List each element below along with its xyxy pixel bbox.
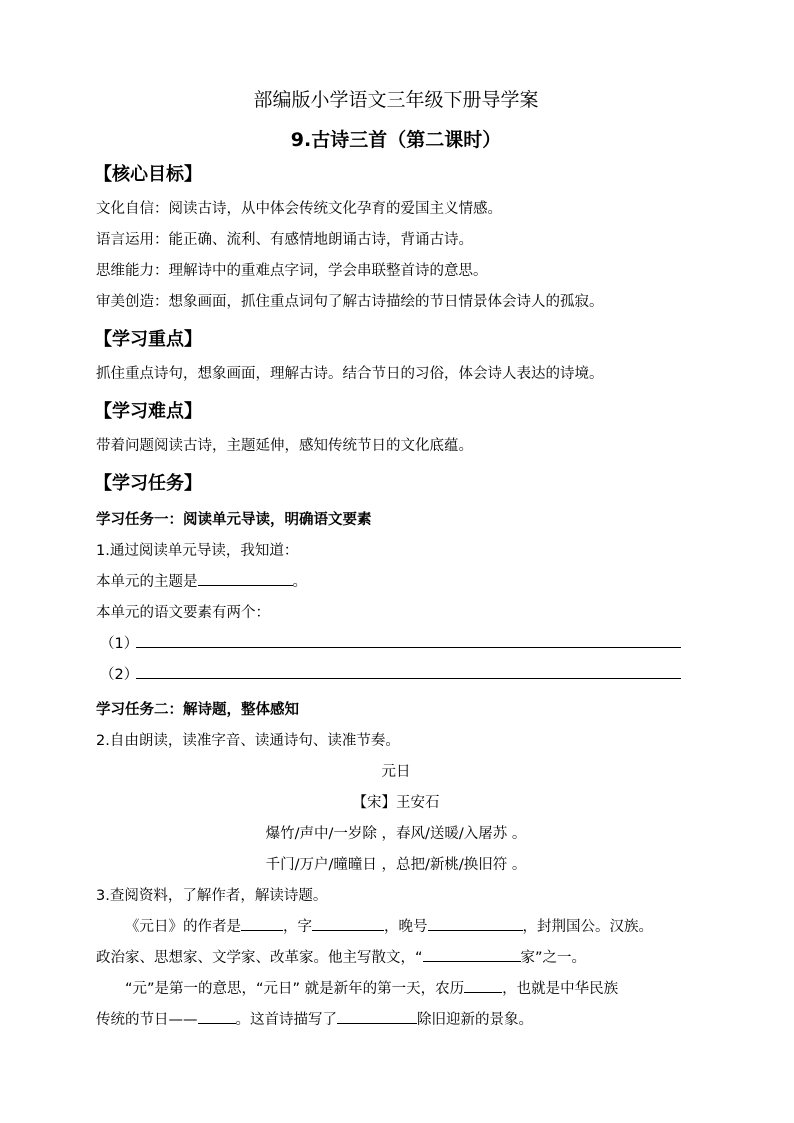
author-info-line-1 bbox=[96, 912, 696, 943]
question-one: 1.通过阅读单元导读，我知道： bbox=[96, 543, 299, 559]
author-text-c: ，晚号 bbox=[384, 919, 428, 935]
unit-theme-line bbox=[96, 567, 696, 598]
task-one-title: 学习任务一：阅读单元导读，明确语文要素 bbox=[96, 512, 372, 528]
lunar-date-blank[interactable] bbox=[464, 977, 502, 993]
meaning-text-e: 除旧迎新的景象。 bbox=[417, 1012, 533, 1028]
question-two: 2.自由朗读，读准字音、读通诗句、读准节奏。 bbox=[96, 733, 400, 749]
difficulties-text: 带着问题阅读古诗，主题延伸，感知传统节日的文化底蕴。 bbox=[96, 438, 473, 454]
meaning-text-d: 。这首诗描写了 bbox=[235, 1012, 337, 1028]
requirement-blank-2[interactable] bbox=[136, 662, 681, 679]
requirement-label-1: （1） bbox=[100, 636, 139, 652]
requirement-row-2 bbox=[96, 660, 696, 691]
goal-cultural-confidence: 文化自信：阅读古诗，从中体会传统文化孕育的爱国主义情感。 bbox=[96, 201, 502, 217]
key-points-text: 抓住重点诗句，想象画面，理解古诗。结合节日的习俗，体会诗人表达的诗境。 bbox=[96, 366, 604, 382]
unit-theme-suffix: 。 bbox=[292, 574, 307, 590]
poem-title: 元日 bbox=[381, 764, 411, 780]
requirement-row-1 bbox=[96, 629, 696, 660]
key-points-heading: 【学习重点】 bbox=[94, 329, 202, 350]
worksheet-page bbox=[96, 80, 696, 1036]
poem-line-2: 千门/万户/曈曈日 ，总把/新桃/换旧符 。 bbox=[265, 857, 527, 873]
author-text-b: ，字 bbox=[283, 919, 312, 935]
poem-author: 【宋】王安石 bbox=[352, 795, 440, 811]
meaning-text-b: ，也就是中华民族 bbox=[502, 981, 619, 997]
festival-name-blank[interactable] bbox=[198, 1008, 236, 1024]
unit-theme-prefix: 本单元的主题是 bbox=[96, 574, 198, 590]
scene-blank[interactable] bbox=[337, 1008, 417, 1024]
author-text-d: ，封荆国公。汉族。 bbox=[522, 919, 653, 935]
question-three: 3.查阅资料，了解作者，解读诗题。 bbox=[96, 888, 328, 904]
meaning-text-c: 传统的节日—— bbox=[96, 1012, 198, 1028]
document-title: 部编版小学语文三年级下册导学案 bbox=[253, 89, 539, 111]
goal-language-use: 语言运用：能正确、流利、有感情地朗诵古诗，背诵古诗。 bbox=[96, 232, 473, 248]
author-text-e: 政治家、思想家、文学家、改革家。他主写散文，“ bbox=[96, 950, 423, 966]
meaning-text-a: “元”是第一的意思，“元日” 就是新年的第一天，农历 bbox=[125, 981, 465, 997]
title-meaning-line-1 bbox=[96, 974, 696, 1005]
language-elements-line: 本单元的语文要素有两个： bbox=[96, 605, 270, 621]
poem-line-1: 爆竹/声中/一岁除 ，春风/送暖/入屠苏 。 bbox=[265, 826, 527, 842]
requirement-blank-1[interactable] bbox=[136, 631, 681, 648]
tasks-heading: 【学习任务】 bbox=[94, 473, 202, 494]
courtesy-name-blank[interactable] bbox=[312, 915, 384, 931]
author-name-blank[interactable] bbox=[241, 915, 283, 931]
title-meaning-line-2 bbox=[96, 1005, 696, 1036]
author-text-f: 家”之一。 bbox=[520, 950, 587, 966]
prose-masters-blank[interactable] bbox=[423, 946, 521, 962]
unit-theme-blank[interactable] bbox=[198, 570, 293, 586]
task-two-title: 学习任务二：解诗题，整体感知 bbox=[96, 702, 299, 718]
goal-aesthetic-creation: 审美创造：想象画面，抓住重点词句了解古诗描绘的节日情景体会诗人的孤寂。 bbox=[96, 294, 604, 310]
requirement-label-2: （2） bbox=[100, 667, 139, 683]
author-info-line-2 bbox=[96, 943, 696, 974]
author-text-a: 《元日》的作者是 bbox=[125, 919, 241, 935]
lesson-title: 9.古诗三首（第二课时） bbox=[290, 129, 502, 151]
goal-thinking-ability: 思维能力：理解诗中的重难点字词，学会串联整首诗的意思。 bbox=[96, 263, 488, 279]
difficulties-heading: 【学习难点】 bbox=[94, 401, 202, 422]
core-goals-heading: 【核心目标】 bbox=[94, 164, 202, 185]
late-name-blank[interactable] bbox=[428, 915, 523, 931]
